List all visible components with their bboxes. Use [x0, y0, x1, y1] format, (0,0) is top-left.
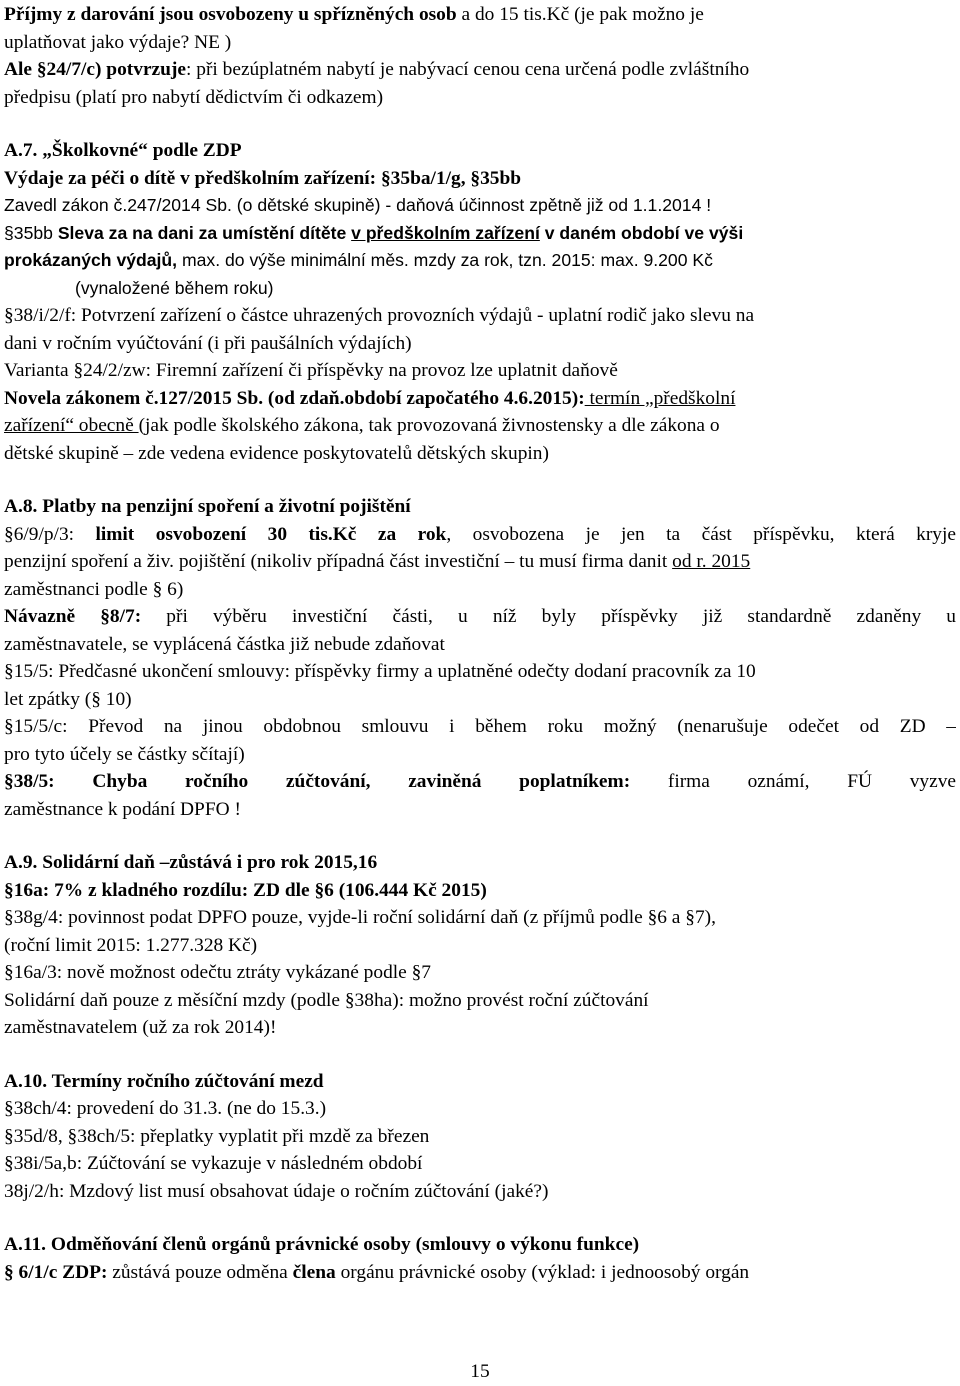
gift-income-line-1: Příjmy z darování jsou osvobozeny u spřízněných osob a do 15 tis.Kč (je pak možno je	[4, 4, 704, 25]
section-a10-line-5: 38j/2/h: Mzdový list musí obsahovat údaje o ročním zúčtování (jaké?)	[4, 1180, 549, 1202]
section-a7-subheading: Výdaje za péči o dítě v předškolním zařízení: §35ba/1/g, §35bb	[4, 167, 522, 189]
gift-income-line-3: Ale §24/7/c) potvrzuje: při bezúplatném nabytí je nabývací cenou cena určená podle zvláštního	[4, 59, 750, 80]
section-a9-line-2: §16a: 7% z kladného rozdílu: ZD dle §6 (106.444 Kč 2015)	[4, 879, 487, 901]
section-a7-line-12: dětské skupině – zde vedena evidence poskytovatelů dětských skupin)	[4, 442, 549, 464]
section-a10-line-3: §35d/8, §38ch/5: přeplatky vyplatit při mzdě za březen	[4, 1125, 430, 1147]
section-a9-heading: A.9. Solidární daň –zůstává i pro rok 2015,16	[4, 852, 378, 873]
section-a8-line-2: §6/9/p/3: limit osvobození 30 tis.Kč za rok, osvobozena je jen ta část příspěvku, která kryje	[4, 523, 956, 545]
section-a8-line-9: §15/5/c: Převod na jinou obdobnou smlouvu i během roku možný (nenarušuje odečet od ZD –	[4, 716, 956, 737]
gift-income-line-4: předpisu (platí pro nabytí dědictvím či odkazem)	[4, 86, 384, 108]
section-a10-line-2: §38ch/4: provedení do 31.3. (ne do 15.3.)	[4, 1098, 327, 1119]
section-a9-line-3: §38g/4: povinnost podat DPFO pouze, vyjde-li roční solidární daň (z příjmů podle §6 a §7),	[4, 907, 716, 928]
section-a9-line-5: §16a/3: nově možnost odečtu ztráty vykázané podle §7	[4, 962, 432, 983]
section-a7-line-5: prokázaných výdajů, max. do výše minimální měs. mzdy za rok, tzn. 2015: max. 9.200 Kč	[4, 250, 713, 270]
section-a8-line-4: zaměstnanci podle § 6)	[4, 578, 184, 600]
section-a8-heading: A.8. Platby na penzijní spoření a životní pojištění	[4, 496, 411, 517]
section-a8-line-11: §38/5: Chyba ročního zúčtování, zaviněná poplatníkem: firma oznámí, FÚ vyzve	[4, 771, 956, 792]
section-a10-line-4: §38i/5a,b: Zúčtování se vykazuje v následném období	[4, 1153, 423, 1174]
section-a7-line-3: Zavedl zákon č.247/2014 Sb. (o dětské skupině) - daňová účinnost zpětně již od 1.1.2014 !	[4, 195, 712, 215]
section-a9-line-6: Solidární daň pouze z měsíční mzdy (podle §38ha): možno provést roční zúčtování	[4, 989, 649, 1011]
section-a11-heading: A.11. Odměňování členů orgánů právnické osoby (smlouvy o výkonu funkce)	[4, 1234, 640, 1255]
page-number: 15	[470, 1361, 490, 1382]
section-a8-line-12: zaměstnance k podání DPFO !	[4, 798, 241, 820]
section-a7-line-10: Novela zákonem č.127/2015 Sb. (od zdaň.období započatého 4.6.2015): termín „předškolní	[4, 387, 736, 409]
section-a9-line-7: zaměstnavatelem (už za rok 2014)!	[4, 1017, 277, 1038]
gift-income-line-2: uplatňovat jako výdaje? NE )	[4, 31, 232, 53]
section-a8-line-10: pro tyto účely se částky sčítají)	[4, 743, 245, 765]
section-a7-line-8: dani v ročním vyúčtování (i při paušálních výdajích)	[4, 332, 412, 354]
section-a7-line-9: Varianta §24/2/zw: Firemní zařízení či příspěvky na provoz lze uplatnit daňově	[4, 360, 618, 381]
section-a7-line-11: zařízení“ obecně (jak podle školského zákona, tak provozovaná živnostensky a dle zákona o	[4, 415, 720, 436]
section-a9-line-4: (roční limit 2015: 1.277.328 Kč)	[4, 934, 258, 956]
section-a10-heading: A.10. Termíny ročního zúčtování mezd	[4, 1070, 324, 1092]
section-a8-line-6: zaměstnavatele, se vyplácená částka již nebude zdaňovat	[4, 633, 445, 655]
section-a8-line-7: §15/5: Předčasné ukončení smlouvy: příspěvky firmy a uplatněné odečty dodaní pracovník za 10	[4, 661, 756, 682]
section-a7-heading: A.7. „Školkovné“ podle ZDP	[4, 140, 242, 161]
section-a8-line-8: let zpátky (§ 10)	[4, 688, 132, 710]
section-a7-line-6: (vynaložené během roku)	[75, 277, 274, 298]
document-page	[4, 1, 956, 1286]
section-a7-line-7: §38/i/2/f: Potvrzení zařízení o částce uhrazených provozních výdajů - uplatní rodič jako slevu na	[4, 305, 755, 326]
section-a11-line-2: § 6/1/c ZDP: zůstává pouze odměna člena orgánu právnické osoby (výklad: i jednoosobý orgán	[4, 1261, 750, 1283]
section-a8-line-3: penzijní spoření a živ. pojištění (nikoliv případná část investiční – tu musí firma danit od r. 2015	[4, 551, 751, 572]
section-a7-line-4: §35bb Sleva za na dani za umístění dítěte v předškolním zařízení v daném období ve výši	[4, 222, 744, 243]
section-a8-line-5: Návazně §8/7: při výběru investiční části, u níž byly příspěvky již standardně zdaněny u	[4, 606, 956, 627]
